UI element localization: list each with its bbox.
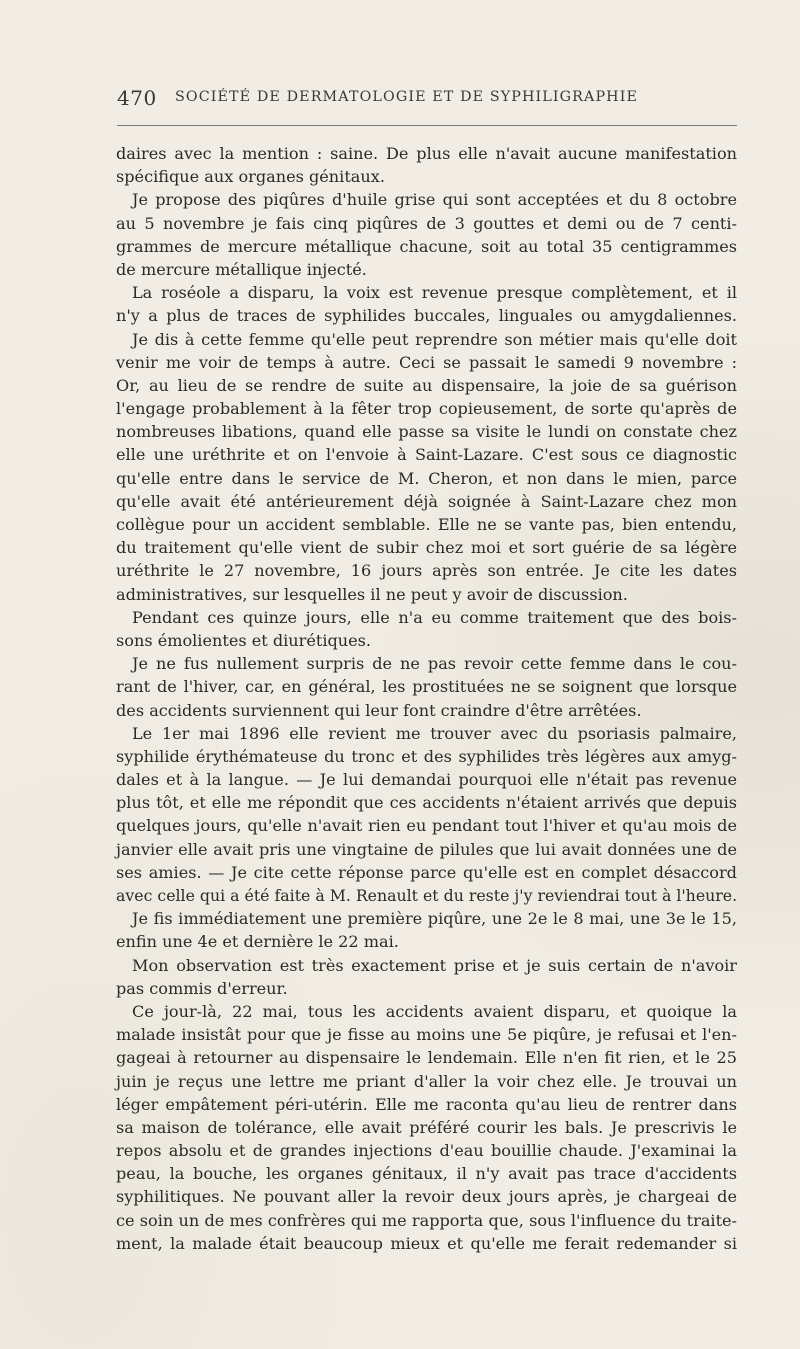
body-text <box>116 142 737 1255</box>
text-line: Je dis à cette femme qu'elle peut reprendre son métier mais qu'elle doit <box>132 329 737 349</box>
text-line: peau, la bouche, les organes génitaux, il n'y avait pas trace d'accidents <box>116 1164 737 1184</box>
running-title: SOCIÉTÉ DE DERMATOLOGIE ET DE SYPHILIGRAPHIE <box>175 89 639 105</box>
text-line: n'y a plus de traces de syphilides buccales, linguales ou amygdaliennes. <box>116 306 737 326</box>
text-line: quelques jours, qu'elle n'avait rien eu pendant tout l'hiver et qu'au mois de <box>116 816 737 836</box>
text-line: administratives, sur lesquelles il ne peut y avoir de discussion. <box>116 584 628 604</box>
text-line: nombreuses libations, quand elle passe sa visite le lundi on constate chez <box>116 422 737 442</box>
text-line: uréthrite le 27 novembre, 16 jours après son entrée. Je cite les dates <box>116 561 737 581</box>
text-line: rant de l'hiver, car, en général, les prostituées ne se soignent que lorsque <box>116 677 737 697</box>
text-line: Je propose des piqûres d'huile grise qui sont acceptées et du 8 octobre <box>132 190 737 210</box>
text-line: collègue pour un accident semblable. Elle ne se vante pas, bien entendu, <box>116 515 737 534</box>
text-line: Mon observation est très exactement prise et je suis certain de n'avoir <box>132 955 737 975</box>
text-line: elle une uréthrite et on l'envoie à Saint-Lazare. C'est sous ce diagnostic <box>116 445 737 465</box>
text-line: avec celle qui a été faite à M. Renault et du reste j'y reviendrai tout à l'heure. <box>116 886 738 905</box>
page-header <box>117 86 737 116</box>
text-line: sa maison de tolérance, elle avait préféré courir les bals. Je prescrivis le <box>116 1117 737 1137</box>
text-line: Le 1er mai 1896 elle revient me trouver avec du psoriasis palmaire, <box>132 723 737 743</box>
text-line: dales et à la langue. — Je lui demandai pourquoi elle n'était pas revenue <box>116 770 737 790</box>
text-line: léger empâtement péri-utérin. Elle me raconta qu'au lieu de rentrer dans <box>116 1094 737 1114</box>
text-line: des accidents surviennent qui leur font craindre d'être arrêtées. <box>116 700 642 720</box>
text-line: grammes de mercure métallique chacune, soit au total 35 centigrammes <box>116 236 737 256</box>
text-line: l'engage probablement à la fêter trop copieusement, de sorte qu'après de <box>116 399 737 419</box>
text-line: Je fis immédiatement une première piqûre, une 2e le 8 mai, une 3e le 15, <box>132 909 737 929</box>
text-line: ce soin un de mes confrères qui me rapporta que, sous l'influence du traite- <box>116 1210 737 1230</box>
text-line: Je ne fus nullement surpris de ne pas revoir cette femme dans le cou- <box>132 654 737 674</box>
text-line: Ce jour-là, 22 mai, tous les accidents avaient disparu, et quoique la <box>132 1001 737 1021</box>
text-line: syphilide érythémateuse du tronc et des syphilides très légères aux amyg- <box>116 746 737 766</box>
text-line: malade insistât pour que je fisse au moins une 5e piqûre, je refusai et l'en- <box>116 1025 737 1045</box>
text-line: La roséole a disparu, la voix est revenue presque complètement, et il <box>132 283 737 303</box>
text-line: au 5 novembre je fais cinq piqûres de 3 gouttes et demi ou de 7 centi- <box>116 213 737 233</box>
text-line: repos absolu et de grandes injections d'eau bouillie chaude. J'examinai la <box>116 1141 737 1161</box>
text-line: daires avec la mention : saine. De plus elle n'avait aucune manifestation <box>116 144 737 163</box>
text-line: syphilitiques. Ne pouvant aller la revoir deux jours après, je chargeai de <box>116 1187 737 1207</box>
text-line: enfin une 4e et dernière le 22 mai. <box>116 932 399 952</box>
text-line: Pendant ces quinze jours, elle n'a eu comme traitement que des bois- <box>132 607 737 627</box>
text-line: gageai à retourner au dispensaire le lendemain. Elle n'en fit rien, et le 25 <box>116 1048 737 1068</box>
text-line: janvier elle avait pris une vingtaine de pilules que lui avait données une de <box>116 839 737 859</box>
text-line: pas commis d'erreur. <box>116 978 288 998</box>
text-line: sons émolientes et diurétiques. <box>116 630 372 650</box>
text-line: spécifique aux organes génitaux. <box>116 167 385 187</box>
text-line: venir me voir de temps à autre. Ceci se passait le samedi 9 novembre : <box>116 352 737 372</box>
text-line: du traitement qu'elle vient de subir chez moi et sort guérie de sa légère <box>116 538 737 558</box>
text-line: plus tôt, et elle me répondit que ces accidents n'étaient arrivés que depuis <box>116 793 737 813</box>
text-line: ment, la malade était beaucoup mieux et qu'elle me ferait redemander si <box>116 1233 737 1253</box>
text-line: qu'elle entre dans le service de M. Cheron, et non dans le mien, parce <box>116 468 737 488</box>
text-line: ses amies. — Je cite cette réponse parce qu'elle est en complet désaccord <box>116 862 737 882</box>
header-rule <box>117 125 737 126</box>
text-line: juin je reçus une lettre me priant d'aller la voir chez elle. Je trouvai un <box>116 1071 737 1091</box>
page-number: 470 <box>117 86 157 110</box>
text-line: qu'elle avait été antérieurement déjà soignée à Saint-Lazare chez mon <box>116 491 737 511</box>
text-line: de mercure métallique injecté. <box>116 259 367 279</box>
text-line: Or, au lieu de se rendre de suite au dispensaire, la joie de sa guérison <box>116 375 737 395</box>
